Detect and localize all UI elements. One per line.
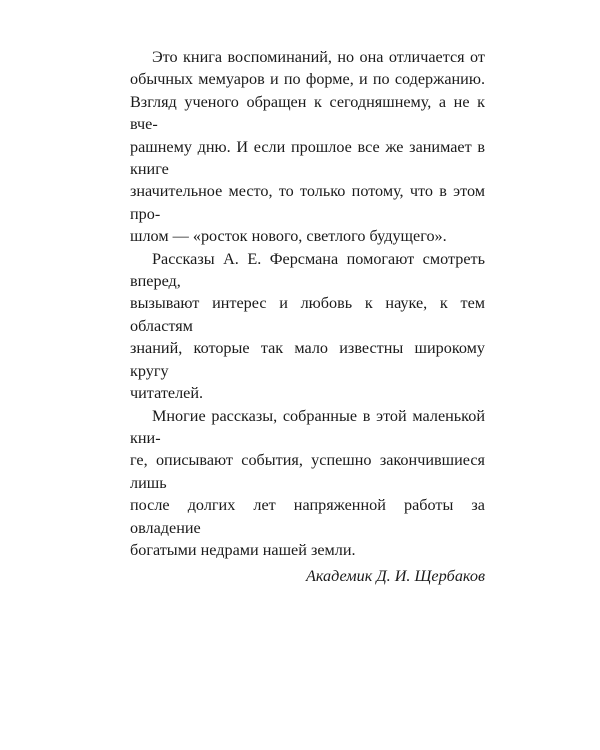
text-line: рашнему дню. И если прошлое все же занимает в книге: [130, 137, 485, 179]
text-line: значительное место, то только потому, что в этом про-: [130, 182, 485, 223]
signature: Академик Д. И. Щербаков: [305, 567, 485, 586]
text-line: читателей.: [130, 384, 204, 403]
text-line: Взгляд ученого обращен к сегодняшнему, а не к вче-: [130, 92, 485, 134]
text-line: богатыми недрами нашей земли.: [130, 540, 356, 559]
paragraph-3: [130, 405, 485, 562]
text-line: после долгих лет напряженной работы за овладение: [130, 496, 485, 537]
text-line: знаний, которые так мало известны широкому кругу: [130, 339, 485, 380]
preface-text: [130, 46, 485, 588]
paragraph-2: [130, 248, 485, 405]
text-line: шлом — «росток нового, светлого будущего».: [130, 227, 447, 246]
text-line: Многие рассказы, собранные в этой маленькой кни-: [130, 406, 485, 447]
text-line: Это книга воспоминаний, но она отличается от: [152, 48, 485, 66]
text-line: Рассказы А. Е. Ферсмана помогают смотреть вперед,: [130, 249, 485, 291]
text-line: ге, описывают события, успешно закончившиеся лишь: [130, 451, 485, 492]
paragraph-1: [130, 46, 485, 248]
text-line: вызывают интерес и любовь к науке, к тем областям: [130, 294, 485, 335]
text-line: обычных мемуаров и по форме, и по содержанию.: [130, 70, 485, 89]
